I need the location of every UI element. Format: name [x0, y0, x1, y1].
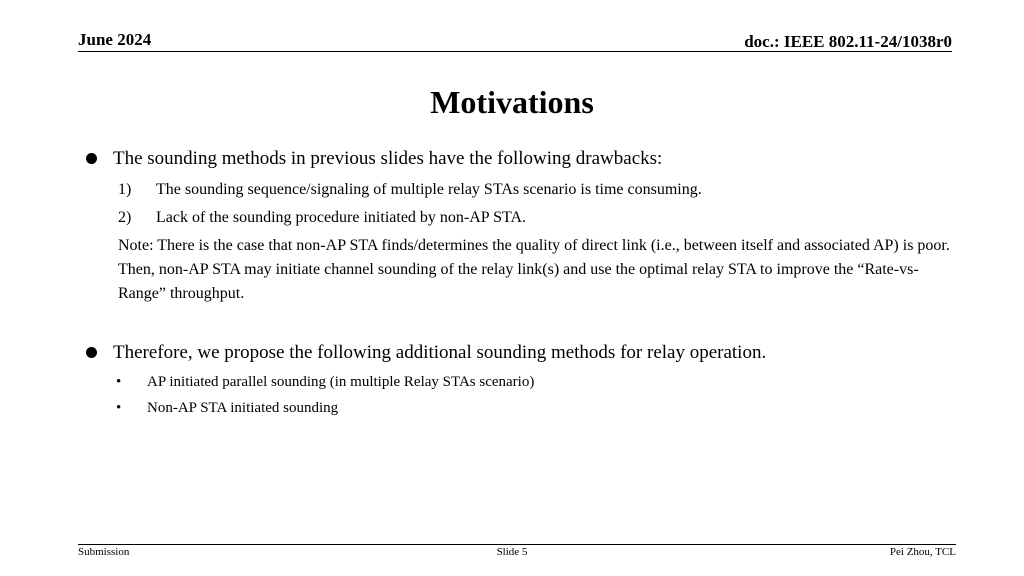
sub-bullet-icon: • — [116, 374, 122, 390]
bullet-drawbacks — [84, 146, 954, 172]
numbered-item — [84, 208, 954, 228]
bullet-dot-icon — [86, 153, 97, 164]
header-date: June 2024 — [78, 30, 152, 49]
numbered-item — [84, 180, 954, 200]
sub-bullet-item — [84, 372, 954, 392]
item-text: Lack of the sounding procedure initiated by non-AP STA. — [156, 209, 527, 226]
bullet-proposal — [84, 340, 954, 366]
footer-submission: Submission — [78, 546, 130, 558]
footer-divider — [78, 544, 956, 545]
item-text: Non-AP STA initiated sounding — [147, 400, 339, 416]
bullet-dot-icon — [86, 347, 97, 358]
item-number: 1) — [118, 181, 132, 198]
item-number: 2) — [118, 209, 132, 226]
footer-slide-number: Slide 5 — [496, 546, 528, 558]
footer-author: Pei Zhou, TCL — [889, 546, 956, 558]
header-divider — [78, 51, 952, 52]
slide-title: Motivations — [430, 84, 594, 120]
header-doc-id: doc.: IEEE 802.11-24/1038r0 — [744, 32, 952, 51]
item-text: The sounding sequence/signaling of multiple relay STAs scenario is time consuming. — [156, 181, 702, 198]
slide-content — [84, 146, 954, 418]
note-paragraph: Note: There is the case that non-AP STA finds/determines the quality of direct link (i.e., between itself and associated AP) is poor. Then, non-AP STA may initiate channel sounding of the relay link(s) and use the optimal relay STA to improve the “Rate-vs-Range” throughput. — [118, 237, 950, 302]
sub-bullet-icon: • — [116, 400, 122, 416]
item-text: AP initiated parallel sounding (in multiple Relay STAs scenario) — [147, 374, 535, 390]
bullet-text: Therefore, we propose the following additional sounding methods for relay operation. — [113, 342, 767, 363]
bullet-text: The sounding methods in previous slides have the following drawbacks: — [113, 148, 663, 169]
sub-bullet-item — [84, 398, 954, 418]
